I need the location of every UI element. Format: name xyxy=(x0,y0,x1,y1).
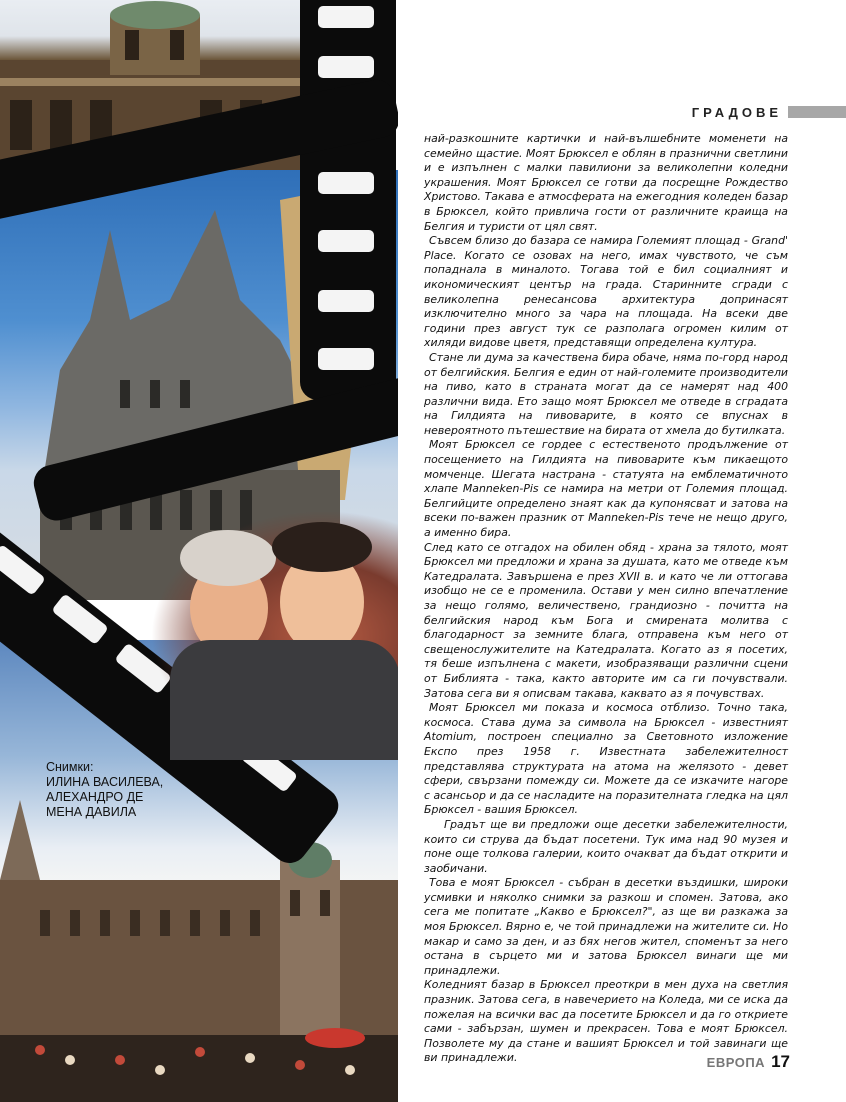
page-footer xyxy=(707,1052,790,1072)
article-paragraph: Съвсем близо до базара се намира Големият площад - Grand' Place. Когато се озовах на него, имах чувството, че съм попаднала в миналото. Тогава той е бил социалният и икономическият център на града. Старинните сгради с великолепна ренесансова архитектура допринасят изключително много за чара на площада. На всеки две години през август тук се разполага огромен килим от хиляди видове цветя, представящи определена култура. xyxy=(424,234,788,350)
page-number: 17 xyxy=(771,1052,790,1071)
article-paragraph: най-разкошните картички и най-вълшебните моменети на семейно щастие. Моят Брюксел е облян в празнични светлини и е изпълнен с малки павилиони за великолепни коледни украшения. Моят Брюксел се готви да посрещне Рождество Христово. Такава е атмосферата на ежегодния коледен базар в Брюксел, който привлича гости от различните краища на Белгия и туристи от цял свят. xyxy=(424,132,788,233)
photo-credit-label: Снимки: xyxy=(46,760,94,774)
article-paragraph: Градът ще ви предложи още десетки забележителности, които си струва да бъдат посетени. Тук има над 90 музея и поне още толкова галерии, които очакват да бъдат открити и заобичани. xyxy=(424,817,788,875)
film-hole xyxy=(318,290,374,312)
article-paragraph: Това е моят Брюксел - събран в десетки въздишки, широки усмивки и няколко снимки за разкош и спомен. Затова, ако сега ме попитате „Какво е Брюксел?", аз ще ви разкажа за моя Брюксел. Вярно е, че той принадлежи на жителите си. Но макар и само за ден, и аз бях негов жител, споменът за него остана в сърцето ми и затова Брюксел винаги ще ми принадлежи. xyxy=(424,876,788,977)
photo-collage xyxy=(0,0,398,1102)
photo-credit-name: ИЛИНА ВАСИЛЕВА, xyxy=(46,775,164,789)
photo-credit xyxy=(46,760,163,820)
film-hole xyxy=(318,230,374,252)
women-scarves xyxy=(170,640,398,760)
section-title: ГРАДОВЕ xyxy=(691,104,782,120)
article-paragraph: Моят Брюксел се гордее с естественото продължение от посещението на Гилдията на пивоварите към пикаещото момченце. Шегата настрана - статуята на емблематичното хлапе Manneken-Pis се намира на метри от Големия площад. Белгийците определено знаят как да купонясват и затова на всеки по-важен празник от Manneken-Pis тече не нещо друго, а именно бира. xyxy=(424,438,788,540)
film-hole xyxy=(51,593,109,645)
article-paragraph: Коледният базар в Брюксел преоткри в мен духа на светлия празник. Затова сега, в навечерието на Коледа, ми се иска да пожелая на всички вас да посетите Брюксел и да го откриете сами - забързан, шумен и прекрасен. Това е моят Брюксел. Позволете му да стане и вашият Брюксел и той завинаги ще ви принадлежи. xyxy=(424,978,788,1065)
film-hole xyxy=(318,6,374,28)
film-hole xyxy=(318,56,374,78)
magazine-logo: ЕВРОПА xyxy=(706,1055,766,1070)
film-strip-right xyxy=(300,0,396,400)
article-paragraph: Стане ли дума за качествена бира обаче, няма по-горд народ от белгийския. Белгия е един от най-големите производители на пиво, като в страната могат да се намерят над 400 различни вида. Ето защо моят Брюксел ме отведе в сградата на Гилдията на пивоварите, в която се впуснах в невероятното пътешествие на бирата от хмела до бутилката. xyxy=(424,350,788,437)
woman-right-hair xyxy=(272,522,372,572)
section-header xyxy=(692,104,846,120)
article-body xyxy=(424,132,788,1066)
film-hole xyxy=(318,172,374,194)
photo-credit-name: МЕНА ДАВИЛА xyxy=(46,805,137,819)
woman-left-hat xyxy=(180,530,276,586)
photo-credit-name: АЛЕХАНДРО ДЕ xyxy=(46,790,144,804)
article-paragraph: Моят Брюксел ми показа и космоса отблизо. Точно така, космоса. Става дума за символа на Брюксел - известният Atomium, построен специално за Световното изложение Експо през 1958 г. Известната забележителност представлява структурата на атома на желязото - девет сфери, свързани помежду си. Можете да се изкачите нагоре с асансьор и да се насладите на поразителната гледка на цял Брюксел - вашия Брюксел. xyxy=(424,701,788,817)
photo-two-women xyxy=(150,510,398,760)
section-bar xyxy=(788,106,846,118)
article-paragraph: След като се отгадох на обилен обяд - храна за тялото, моят Брюксел ми предложи и храна за душата, като ме отведе към Катедралата. Завършена е през XVII в. и като че ли оттогава изобщо не се е променила. Остави у мен силно впечатление за нещо голямо, величествено, грандиозно - почитта на белгийския народ към Бога и смирената молитва с благодарност за земните блага, отправена към него от свещенослужителите на Катедралата. Когато аз я посетих, тя беше изпълнена с макети, изобразяващи различни сцени от Библията - така, както авторите им са ги почувствали. Затова сега ви я описвам такава, каквато аз я почувствах. xyxy=(424,540,788,700)
film-hole xyxy=(318,348,374,370)
